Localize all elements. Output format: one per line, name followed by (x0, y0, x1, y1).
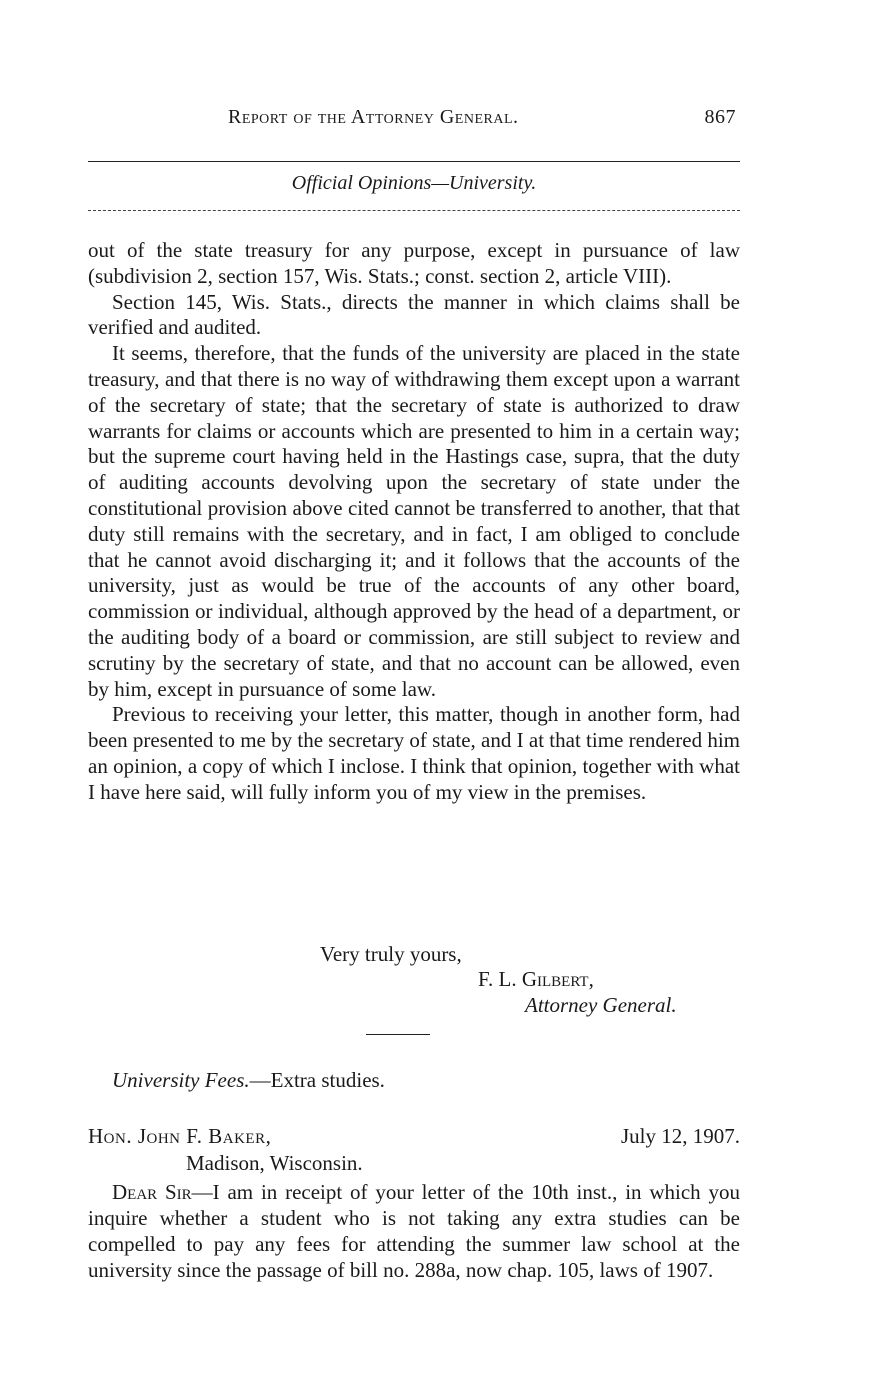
second-letter-body (88, 1179, 740, 1283)
addressee: Hon. John F. Baker, (88, 1124, 272, 1148)
subheading-rule (88, 210, 740, 211)
letter-date: July 12, 1907. (620, 1124, 740, 1148)
paragraph-previous: Previous to receiving your letter, this matter, though in another form, had been presented to me by the secretary of state, and I at that time rendered him an opinion, a copy of which I inclose. I think that opinion, together with what I have here said, will fully inform you of my view in the premises. (88, 702, 740, 804)
topic-title: University Fees. (112, 1068, 250, 1092)
page-number: 867 (704, 106, 736, 128)
signature-name (478, 967, 594, 992)
second-letter-text: —I am in receipt of your letter of the 10th inst., in which you inquire whether a student who is not taking any extra studies can be compelled to pay any fees for attending the summer law school at the university since the passage of bill no. 288a, now chap. 105, laws of 1907. (88, 1180, 740, 1282)
section-divider (366, 1034, 430, 1035)
letter-closing: Very truly yours, (320, 942, 462, 966)
header-rule (88, 161, 740, 162)
signature-title: Attorney General. (525, 993, 677, 1017)
running-title: Report of the Attorney General. (228, 106, 519, 128)
opinion-topic (112, 1068, 385, 1093)
paragraph-section-145: Section 145, Wis. Stats., directs the manner in which claims shall be verified and audited. (88, 289, 740, 340)
addressee-location: Madison, Wisconsin. (186, 1151, 363, 1175)
paragraph-continuation: out of the state treasury for any purpose, except in pursuance of law (subdivision 2, section 157, Wis. Stats.; const. section 2, article VIII). (88, 238, 740, 288)
salutation: Dear Sir (112, 1180, 192, 1204)
paragraph-funds: It seems, therefore, that the funds of the university are placed in the state treasury, and that there is no way of withdrawing them except upon a warrant of the secretary of state; that the secretary of state is authorized to draw warrants for claims or accounts which are presented to him in a certain way; but the supreme court having held in the Hastings case, supra, that the duty of auditing accounts devolving upon the secretary of state under the constitutional provision above cited cannot be transferred to another, that that duty still remains with the secretary, and in fact, I am obliged to conclude that he cannot avoid discharging it; and it follows that the accounts of the university, just as would be true of the accounts of any other board, commission or individual, although approved by the head of a department, or the auditing body of a board or commission, are still subject to review and scrutiny by the secretary of state, and that no account can be allowed, even by him, except in pursuance of some law. (88, 341, 740, 701)
section-subheading: Official Opinions—University. (291, 172, 537, 194)
topic-subtitle: —Extra studies. (249, 1068, 385, 1092)
opinion-body (88, 238, 740, 806)
signature-name-text: F. L. Gilbert, (478, 967, 594, 991)
page-header (88, 100, 740, 134)
